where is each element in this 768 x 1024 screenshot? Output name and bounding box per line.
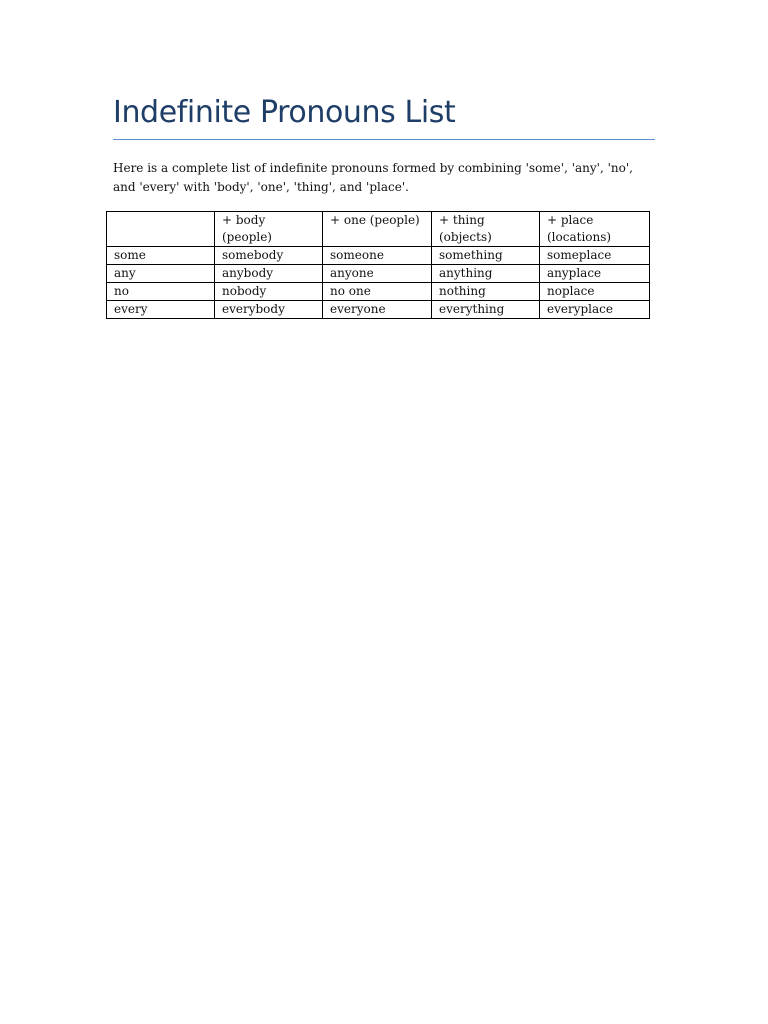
table-row xyxy=(107,247,650,265)
table-cell: everyone xyxy=(323,301,432,319)
table-cell: anybody xyxy=(215,265,323,283)
row-prefix-cell: no xyxy=(107,283,215,301)
header-cell-body: + body (people) xyxy=(215,212,323,247)
pronouns-table xyxy=(106,211,650,319)
table-cell: nothing xyxy=(432,283,540,301)
title-divider xyxy=(113,139,655,140)
row-prefix-cell: some xyxy=(107,247,215,265)
page-title: Indefinite Pronouns List xyxy=(113,95,456,130)
header-cell-one: + one (people) xyxy=(323,212,432,247)
header-cell-thing: + thing (objects) xyxy=(432,212,540,247)
table-cell: anything xyxy=(432,265,540,283)
table-cell: everybody xyxy=(215,301,323,319)
header-cell-place: + place (locations) xyxy=(540,212,650,247)
table-header-row xyxy=(107,212,650,247)
table-cell: someone xyxy=(323,247,432,265)
header-cell-corner xyxy=(107,212,215,247)
row-prefix-cell: any xyxy=(107,265,215,283)
table-cell: nobody xyxy=(215,283,323,301)
intro-paragraph: Here is a complete list of indefinite pronouns formed by combining 'some', 'any', 'no', and 'every' with 'body', 'one', 'thing', and 'place'. xyxy=(113,161,633,194)
table-row xyxy=(107,283,650,301)
table-row xyxy=(107,301,650,319)
table-cell: noplace xyxy=(540,283,650,301)
table-cell: anyone xyxy=(323,265,432,283)
table-cell: something xyxy=(432,247,540,265)
table-cell: everything xyxy=(432,301,540,319)
table-cell: everyplace xyxy=(540,301,650,319)
table-row xyxy=(107,265,650,283)
table-cell: anyplace xyxy=(540,265,650,283)
row-prefix-cell: every xyxy=(107,301,215,319)
table-cell: somebody xyxy=(215,247,323,265)
table-cell: someplace xyxy=(540,247,650,265)
table-cell: no one xyxy=(323,283,432,301)
